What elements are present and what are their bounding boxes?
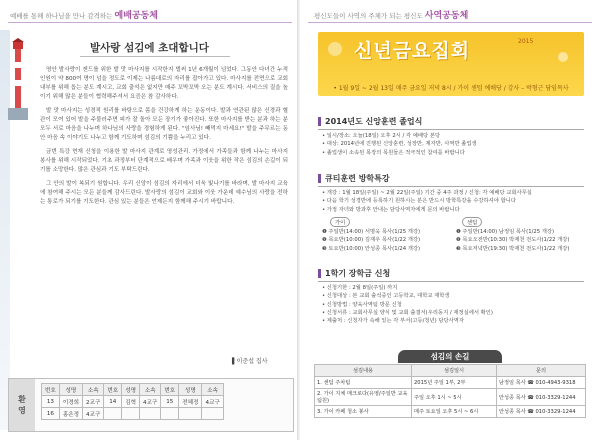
- list-item: ❷ 목요반(10:00) 김재우 목사(1/22 개강): [322, 237, 421, 244]
- right-header: [314, 8, 468, 21]
- col-header: 성명: [179, 384, 202, 396]
- section-rule: [318, 186, 584, 187]
- article-paragraph: 발 맛 마사지는 성경적 원리를 바탕으로 몸을 건강하게 하는 운동이다. 발과 연관된 많은 신경과 혈관이 모여 있어 발을 주물러주면 피가 잘 돌아 모든 장기가 좋아진다. 또한 마사지를 받는 분과 하는 분 모두 서로 마음을 나누며 하나님의 사랑을 경험하게 된다. "임사님! 빼먹지 마세요!" 발을 주무르는 동안 마음 속 이야기도 나누고 함께 기도하며 섬김의 기쁨을 누리고 있다.: [40, 108, 288, 141]
- section-rule: [318, 129, 584, 130]
- cell: 주일 오후 1시 ~ 5시: [412, 389, 497, 406]
- qt-group-gai: [322, 228, 452, 253]
- col-header: 문의: [497, 365, 586, 377]
- list-item: • 신청방법 : 양육사역팀 방문 신청: [322, 301, 402, 308]
- lighthouse-icon: [6, 38, 30, 120]
- list-item: ❷ 목요오전반(10:30) 박재천 전도사(1/22 개강): [456, 237, 570, 244]
- list-item: • 신청대상 : 본 교회 출석중인 고등학교, 대학교 재학생: [322, 293, 450, 300]
- col-header: 소속: [83, 384, 104, 396]
- cell: 1. 센텀 주차팀: [315, 377, 412, 389]
- cell: 16: [42, 408, 60, 420]
- cell: 안성종 목사 ☎ 010-3329-1244: [497, 389, 586, 406]
- list-item: ❶ 주일반(14:00) 남정임 목사(1/25 개강): [456, 229, 555, 235]
- cell: 김혁: [122, 396, 140, 408]
- banner-year: 2015: [518, 38, 534, 45]
- schedule-table: [314, 364, 586, 418]
- header-title: 사역공동체: [424, 11, 469, 21]
- col-header: 섬김내용: [315, 365, 412, 377]
- list-item: • 신청서류 : 교회사무실 양식 및 교회 출결서(우리동지 / 재정실에서 확인): [322, 309, 493, 316]
- section-title-qt: [318, 173, 390, 184]
- list-item: • 가정 자녀와 방과후 안내는 담당사역자에게 문의 바랍니다: [322, 206, 460, 213]
- cell: [161, 408, 179, 420]
- welcome-label: [9, 379, 35, 431]
- col-header: 성명: [59, 384, 82, 396]
- list-item: • 제출처 : 신청자가 속해 있는 각 부서(고등/청년) 담당사역자: [322, 318, 464, 325]
- list-item: • 신청기한 : 2월 8일(주일) 까지: [322, 285, 398, 291]
- cell: 2015년 주일 1부, 2부: [412, 377, 497, 389]
- list-item: • 일시/장소: 오늘(18일) 오후 2시 / 각 예배당 본당: [322, 133, 441, 139]
- cell: [104, 408, 122, 420]
- title-underline: [80, 56, 230, 57]
- section-title-scholarship: [318, 268, 390, 279]
- welcome-label-char: 환: [18, 395, 26, 404]
- list-item: • 다음 학기 성경반에 등록하기 원하시는 분은 반드시 방학특강을 수강하셔야 합니다: [322, 198, 516, 205]
- header-title: 예배공동체: [114, 11, 159, 21]
- section-rule: [318, 281, 584, 282]
- header-rule: [308, 22, 592, 23]
- col-header: 번호: [42, 384, 60, 396]
- table-row: [315, 377, 586, 389]
- welcome-box: [8, 378, 294, 432]
- cell: 이경희: [59, 396, 82, 408]
- banner-info: • 1월 9일 ~ 2월 13일 매주 금요일 저녁 8시 / 가이 센텀 예배당 / 강사 – 박형근 담임목사: [333, 85, 569, 92]
- list-item: ❸ 목요저녁반(19:30) 박재천 전도사(1/22 개강): [456, 245, 570, 252]
- section-title-text: 1학기 장학금 신청: [325, 269, 391, 278]
- article-title: 발사랑 섬김에 초대합니다: [90, 42, 209, 54]
- cell: 3. 가이 카페 청소 봉사: [315, 406, 412, 418]
- scholarship-list: [322, 284, 584, 325]
- table-row: [315, 389, 586, 406]
- graduation-list: [322, 132, 584, 157]
- decor-circle: [558, 52, 568, 62]
- cell: [122, 408, 140, 420]
- group-tag-gai: 가이: [330, 217, 350, 227]
- cell: [140, 408, 161, 420]
- cell: 남정임 목사 ☎ 010-4943-9318: [497, 377, 586, 389]
- col-header: 소속: [202, 384, 223, 396]
- header-subtitle: 예배를 통해 하나님을 만나 감격하는: [10, 12, 115, 20]
- col-header: 섬김일시: [412, 365, 497, 377]
- cell: [202, 408, 223, 420]
- banner-title: 신년금요집회: [354, 40, 471, 62]
- table-row: [315, 406, 586, 418]
- section-title-text: 2014년도 신앙훈련 졸업식: [325, 117, 423, 126]
- right-page: [300, 0, 600, 440]
- event-banner: [318, 32, 584, 96]
- cell: 2. 가이 지체 매크로다(유영/주일반 교육 팀원): [315, 389, 412, 406]
- list-item: • 대상: 2014년에 진행된 신앙훈련, 성장반, 제자반, 사역반 졸업생: [322, 141, 477, 148]
- header-subtitle: 평신도들이 사역의 주체가 되는 평신도: [314, 12, 425, 20]
- article-paragraph: 영안 발사랑이 겐드를 위한 발 맛 마사지를 시작한지 벌써 1년 6개월이 넘었다. 그동안 다녀간 누적인원이 약 800여 명이 넘을 정도로 이제는 나름대로의 자리를 잡아가고 있다. 마사지를 전면으로 교회 내부를 위해 돕는 분도 계시고, 교회 출석은 없지만 매주 꼬박꼬박 오는 분도 계시다. 서비스의 질을 높이기 위해 많은 분들이 협력해주셔서 요즘은 참 감사하다.: [40, 67, 288, 100]
- welcome-label-char: 영: [18, 406, 26, 415]
- cell: 안성종 목사 ☎ 010-3329-1244: [497, 406, 586, 418]
- table-row: [42, 396, 224, 408]
- section-title-text: 큐티훈련 방학특강: [325, 174, 390, 183]
- col-header: 성명: [122, 384, 140, 396]
- qt-group-centum: [456, 228, 586, 253]
- header-rule: [8, 22, 292, 23]
- section-bar-icon: [318, 117, 321, 126]
- cell: [179, 408, 202, 420]
- cell: 4교구: [140, 396, 161, 408]
- cell: 4교구: [83, 408, 104, 420]
- cell: 매주 토요일 오후 5시 ~ 6시: [412, 406, 497, 418]
- cell: 4교구: [202, 396, 223, 408]
- table-row: [42, 408, 224, 420]
- cell: 14: [104, 396, 122, 408]
- col-header: 소속: [140, 384, 161, 396]
- welcome-header-row: [42, 384, 224, 396]
- welcome-table: [41, 383, 224, 420]
- article-paragraph: 그 안의 발이 복되기 원합니다. 우리 신앙이 섬김의 자리에서 더욱 빛나기를 바라며, 발 마사지 교육에 참여해 주시는 모든 분들께 감사드린다. 발사랑의 섬김이 교회와 이웃 가운데 예수님의 사랑을 전하는 통로가 되기를 기도한다. 관심 있는 분들은 언제든지 함께해 주시기 바랍니다.: [40, 181, 288, 205]
- section-bar-icon: [318, 174, 321, 183]
- cell: 15: [161, 396, 179, 408]
- article-body: [40, 66, 288, 212]
- schedule-header-row: [315, 365, 586, 377]
- cell: 13: [42, 396, 60, 408]
- cell: 홍은정: [59, 408, 82, 420]
- list-item: ❶ 주일반(14:00) 서명욱 목사(1/25 개강): [322, 229, 421, 235]
- section-bar-icon: [318, 269, 321, 278]
- col-header: 번호: [104, 384, 122, 396]
- article-author: ▌이준섭 집사: [232, 358, 268, 365]
- list-item: • 개강 : 1월 18일(주일) ~ 2월 22일(주일) 기간 중 4주 과정 / 신청: 각 예배당 교회사무실: [322, 190, 532, 196]
- group-tag-centum: 센텀: [462, 217, 482, 227]
- cell: 전혜정: [179, 396, 202, 408]
- col-header: 번호: [161, 384, 179, 396]
- cell: 2교구: [83, 396, 104, 408]
- section-title-graduation: [318, 116, 422, 127]
- list-item: ❸ 토요반(10:00) 안성종 목사(1/24 개강): [322, 245, 421, 252]
- list-item: • 졸업생이 소속된 목장의 목원들은 적극적인 참여를 바랍니다: [322, 149, 465, 156]
- left-header: [10, 8, 158, 21]
- qt-list: [322, 189, 584, 214]
- article-paragraph: 금번 특강 현재 신청을 이용한 발 마사지 관계로 영성관리. 가정에서 가족들과 함께 나누는 마사지 봉사를 위해 시작되었다. 기초 과정부터 단계적으로 배우며 가족과 이웃을 위한 작은 섬김의 손길이 되기를 소망한다. 많은 관심과 기도 부탁드린다.: [40, 149, 288, 173]
- decor-circle: [328, 42, 342, 56]
- schedule-heading: 섬김의 손길: [398, 350, 502, 363]
